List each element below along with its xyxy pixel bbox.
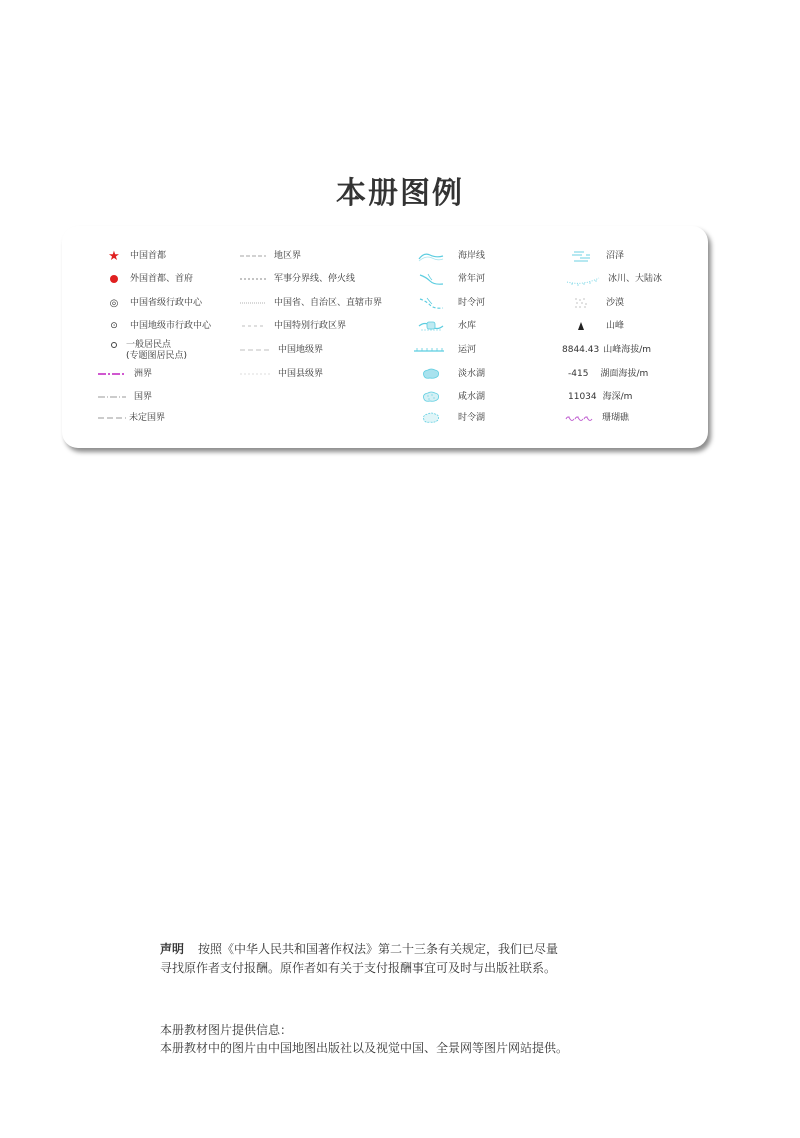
- coastline-icon: [418, 249, 444, 263]
- legend-item-province-boundary: 中国省、自治区、直辖市界: [240, 293, 382, 313]
- legend-item-continent-boundary: 洲界: [98, 364, 152, 384]
- legend-item-desert: 沙漠: [568, 293, 624, 313]
- national-boundary-line: [98, 394, 126, 400]
- county-boundary-line: [240, 371, 270, 377]
- image-credits: [160, 1021, 640, 1057]
- legend-panel: [62, 226, 708, 448]
- legend-item-peak: 山峰: [568, 316, 624, 336]
- small-circle-icon: [106, 342, 122, 348]
- credits-line-2: 本册教材中的图片由中国地图出版社以及视觉中国、全景网等图片网站提供。: [160, 1041, 569, 1055]
- legend-item-military-line: 军事分界线、停火线: [240, 269, 355, 289]
- canal-icon: [414, 346, 444, 354]
- perennial-river-icon: [418, 272, 444, 286]
- swamp-icon: [568, 250, 594, 262]
- legend-item-seasonal-lake: 时令湖: [422, 408, 485, 428]
- province-boundary-line: [240, 300, 266, 306]
- legend-item-freshwater-lake: 淡水湖: [422, 364, 485, 384]
- continent-boundary-line: [98, 371, 126, 377]
- legend-item-swamp: 沼泽: [568, 246, 624, 266]
- legend-item-undefined-boundary: 未定国界: [98, 408, 165, 428]
- legend-item-region-boundary: 地区界: [240, 246, 301, 266]
- military-line: [240, 276, 266, 282]
- copyright-statement: [160, 940, 620, 978]
- legend-item-glacier: 冰川、大陆冰: [566, 269, 662, 289]
- legend-item-reservoir: 水库: [418, 316, 476, 336]
- credits-line-1: 本册教材图片提供信息：: [160, 1023, 293, 1037]
- statement-heading: 声明: [160, 942, 185, 956]
- legend-item-seasonal-river: 时令河: [418, 293, 485, 313]
- page-title: 本册图例: [336, 176, 464, 211]
- legend-item-coastline: 海岸线: [418, 246, 485, 266]
- saltwater-lake-icon: [422, 391, 440, 403]
- legend-item-peak-elevation: 8844.43 山峰海拔/m: [562, 344, 652, 355]
- sea-depth-value: 11034: [568, 392, 597, 402]
- seasonal-lake-icon: [422, 412, 440, 424]
- sar-boundary-line: [240, 323, 266, 329]
- prefecture-boundary-line: [240, 347, 270, 353]
- coral-reef-icon: [564, 413, 594, 423]
- legend-item-national-boundary: 国界: [98, 387, 152, 407]
- statement-line-2: 寻找原作者支付报酬。原作者如有关于支付报酬事宜可及时与出版社联系。: [160, 961, 557, 975]
- legend-item-perennial-river: 常年河: [418, 269, 485, 289]
- legend-item-foreign-capital: 外国首都、首府: [106, 269, 193, 289]
- peak-icon: [568, 321, 594, 331]
- legend-item-prefecture-center: ⊙ 中国地级市行政中心: [106, 316, 211, 336]
- peak-elevation-value: 8844.43: [562, 345, 600, 355]
- double-circle-icon: ◎: [109, 297, 119, 309]
- freshwater-lake-icon: [422, 368, 440, 380]
- legend-item-lake-elevation: -415 湖面海拔/m: [568, 368, 649, 379]
- desert-icon: [568, 297, 594, 309]
- reservoir-icon: [418, 319, 444, 333]
- legend-item-saltwater-lake: 咸水湖: [422, 387, 485, 407]
- legend-item-canal: 运河: [414, 340, 476, 360]
- statement-line-1: 按照《中华人民共和国著作权法》第二十三条有关规定，我们已尽量: [198, 942, 559, 956]
- region-boundary-line: [240, 253, 266, 259]
- legend-item-sar-boundary: 中国特别行政区界: [240, 316, 346, 336]
- glacier-icon: [566, 272, 600, 286]
- legend-item-province-center: ◎ 中国省级行政中心: [106, 293, 202, 313]
- legend-item-prefecture-boundary: 中国地级界: [240, 340, 323, 360]
- lake-elevation-value: -415: [568, 369, 589, 379]
- legend-item-county-boundary: 中国县级界: [240, 364, 323, 384]
- red-star-icon: ★: [108, 248, 120, 264]
- legend-item-sea-depth: 11034 海深/m: [568, 391, 633, 402]
- red-dot-icon: [106, 275, 122, 283]
- legend-item-china-capital: ★ 中国首都: [106, 246, 166, 266]
- legend-item-settlement: 一般居民点 (专题图居民点): [106, 340, 187, 366]
- circle-dot-icon: ⊙: [110, 321, 118, 331]
- seasonal-river-icon: [418, 296, 444, 310]
- legend-item-coral-reef: 珊瑚礁: [564, 408, 629, 428]
- undefined-boundary-line: [98, 415, 126, 421]
